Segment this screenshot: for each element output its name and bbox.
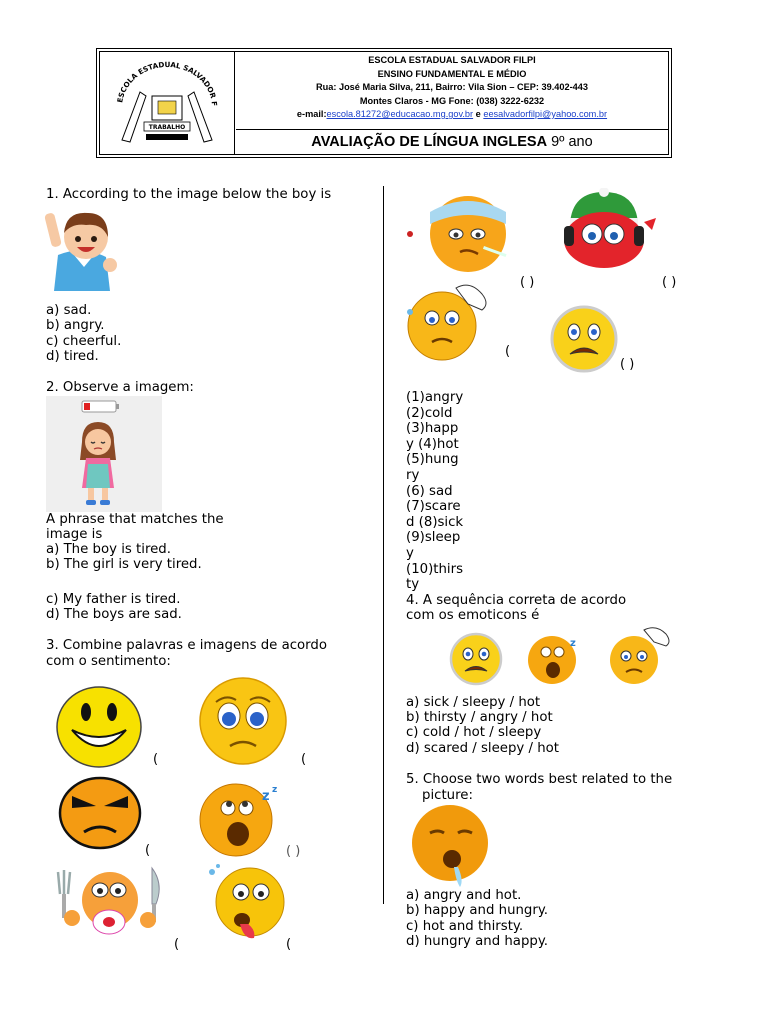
q3-word: d (8)sick	[406, 514, 464, 530]
email-link-2[interactable]: eesalvadorfilpi@yahoo.com.br	[483, 109, 608, 119]
q5-option-b[interactable]: b) happy and hungry.	[406, 903, 549, 918]
q3-word: (10)thirs	[406, 561, 464, 577]
q4-option-b[interactable]: b) thirsty / angry / hot	[406, 710, 553, 725]
q3-answer-slot-1[interactable]: (	[153, 752, 159, 767]
angry-emoji-icon	[58, 776, 142, 850]
q3-answer-slot-3[interactable]: (	[145, 843, 151, 858]
q4-sleepy-z: z	[570, 638, 576, 649]
q1-option-d[interactable]: d) tired.	[46, 349, 99, 364]
q3-prompt-line-2: com o sentimento:	[46, 654, 171, 669]
q3-word: (3)happ	[406, 421, 459, 437]
email-link-1[interactable]: escola.81272@educacao.mg.gov.br	[326, 109, 474, 119]
hot-emoji-icon	[404, 282, 494, 362]
q1-option-c[interactable]: c) cheerful.	[46, 334, 122, 349]
q2-option-b[interactable]: b) The girl is very tired.	[46, 557, 202, 572]
q4-prompt-line-2: com os emoticons é	[406, 608, 540, 623]
q5-option-a[interactable]: a) angry and hot.	[406, 888, 522, 903]
q5-prompt-line-1: 5. Choose two words best related to the	[406, 772, 673, 787]
q5-prompt-line-2: picture:	[422, 788, 473, 803]
email-join: e	[473, 109, 484, 119]
logo-ring-text: ESCOLA ESTADUAL SALVADOR F	[115, 59, 220, 107]
q4-prompt-line-1: 4. A sequência correta de acordo	[406, 593, 627, 608]
q3-answer-slot-5[interactable]: (	[174, 937, 180, 952]
school-name: ESCOLA ESTADUAL SALVADOR FILPI	[368, 55, 536, 65]
q4-option-c[interactable]: c) cold / hot / sleepy	[406, 725, 542, 740]
sleepy-emoji-icon	[198, 782, 288, 858]
school-logo	[100, 52, 235, 154]
q3-word: ty	[406, 577, 420, 593]
sick-emoji-icon	[406, 190, 514, 274]
hungry-drooling-emoji-icon	[406, 803, 496, 891]
hungry-emoji-icon	[52, 864, 168, 944]
q3-answer-slot-2[interactable]: (	[301, 752, 307, 767]
q3-word: ry	[406, 467, 420, 483]
thirsty-emoji-icon	[204, 862, 288, 944]
q5-option-d[interactable]: d) hungry and happy.	[406, 934, 549, 949]
sleepy-z-letters-small: z	[272, 785, 278, 795]
email-prefix: e-mail:	[296, 109, 327, 119]
q3-answer-slot-4[interactable]: ( )	[286, 844, 301, 859]
header-inner-frame	[99, 51, 669, 155]
q3-answer-slot-10[interactable]: ( )	[620, 357, 635, 372]
q4-option-d[interactable]: d) scared / sleepy / hot	[406, 741, 559, 756]
cold-emoji-icon	[548, 188, 658, 274]
q2-option-c[interactable]: c) My father is tired.	[46, 592, 181, 607]
q3-word: (6) sad	[406, 483, 453, 499]
q3-word: (1)angry	[406, 390, 464, 405]
q3-word: y (4)hot	[406, 436, 459, 452]
q3-word: y	[406, 545, 414, 561]
cheerful-boy-illustration	[44, 203, 124, 291]
column-divider	[383, 186, 384, 904]
q2-prompt: 2. Observe a imagem:	[46, 380, 194, 395]
school-level: ENSINO FUNDAMENTAL E MÉDIO	[377, 68, 527, 79]
q3-prompt-line-1: 3. Combine palavras e imagens de acordo	[46, 638, 327, 653]
q3-answer-slot-8[interactable]: ( )	[662, 275, 677, 290]
exam-title-grade: 9º ano	[547, 134, 593, 150]
q5-option-c[interactable]: c) hot and thirsty.	[406, 919, 524, 934]
logo-banner: TRABALHO	[148, 124, 186, 131]
q3-word: (9)sleep	[406, 530, 461, 546]
q4-sleepy-emoji-icon	[526, 632, 586, 686]
tired-girl-illustration	[46, 396, 162, 512]
scared-emoji-icon	[548, 304, 620, 374]
q2-option-a[interactable]: a) The boy is tired.	[46, 542, 171, 557]
q2-option-d[interactable]: d) The boys are sad.	[46, 607, 182, 622]
school-address: Rua: José Maria Silva, 211, Bairro: Vila Sion – CEP: 39.402-443	[315, 82, 588, 92]
q1-option-a[interactable]: a) sad.	[46, 303, 92, 318]
q3-word: (5)hung	[406, 452, 459, 468]
happy-emoji-icon	[54, 684, 144, 770]
school-email-line	[236, 108, 668, 122]
q2-phrase-line-1: A phrase that matches the	[46, 512, 224, 527]
q1-option-b[interactable]: b) angry.	[46, 318, 105, 333]
q3-word-list	[406, 390, 463, 593]
exam-title-bold: AVALIAÇÃO DE LÍNGUA INGLESA	[311, 134, 548, 150]
q4-hot-emoji-icon	[604, 626, 674, 686]
school-header	[96, 48, 672, 158]
school-info	[236, 54, 668, 122]
school-city-phone: Montes Claros - MG Fone: (038) 3222-6232	[359, 95, 545, 106]
q4-scared-emoji-icon	[448, 632, 504, 686]
q3-answer-slot-6[interactable]: (	[286, 937, 292, 952]
q2-phrase-line-2: image is	[46, 527, 103, 542]
school-logo-graphic	[100, 52, 234, 152]
q3-answer-slot-9[interactable]: (	[505, 344, 511, 359]
exam-title	[236, 129, 668, 150]
sad-emoji-icon	[196, 676, 290, 766]
q3-answer-slot-7[interactable]: ( )	[520, 275, 535, 290]
q1-prompt: 1. According to the image below the boy is	[46, 187, 332, 202]
q4-option-a[interactable]: a) sick / sleepy / hot	[406, 695, 541, 710]
q3-word: (2)cold	[406, 405, 453, 421]
q3-word: (7)scare	[406, 499, 461, 515]
sleepy-z-letters: z	[262, 789, 270, 804]
